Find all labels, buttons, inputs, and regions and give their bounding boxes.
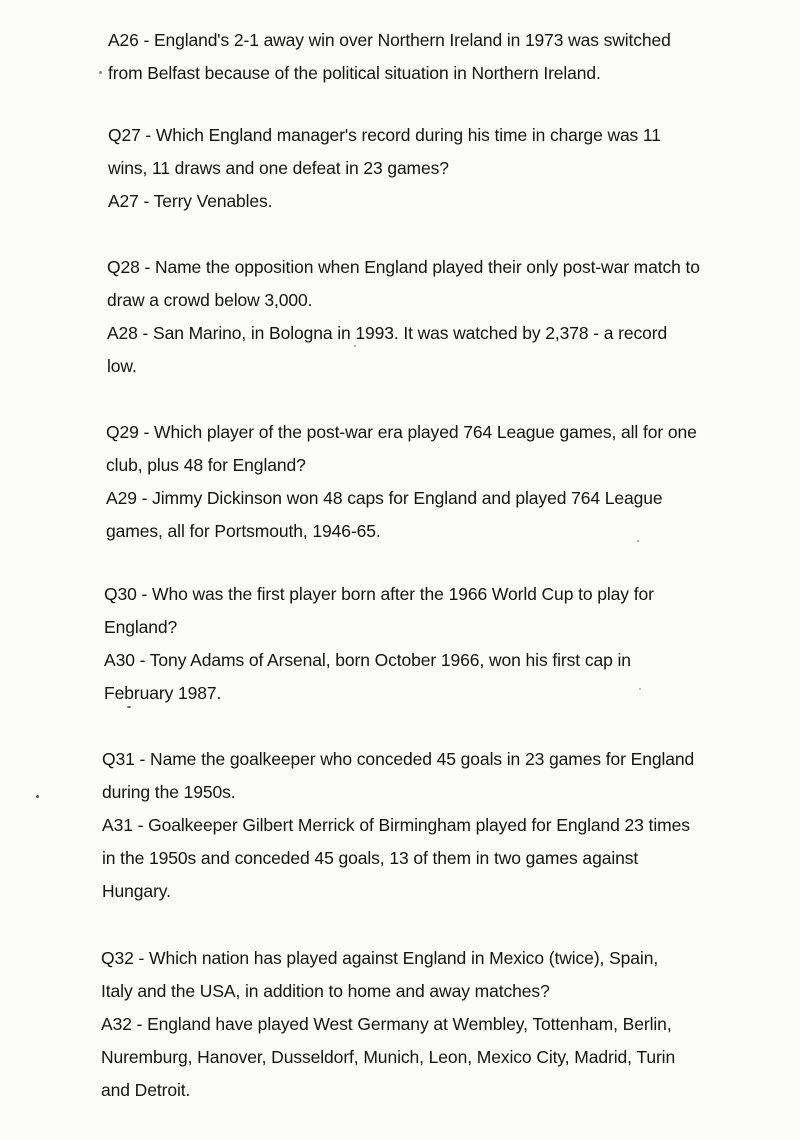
question-28-line-1: Q28 - Name the opposition when England played their only post-war match to	[107, 257, 700, 277]
scan-speck	[99, 71, 102, 74]
answer-26-line-1: A26 - England's 2-1 away win over Northern Ireland in 1973 was switched	[108, 30, 671, 50]
answer-31-line-3: Hungary.	[102, 881, 171, 901]
answer-32-line-3: and Detroit.	[101, 1080, 191, 1100]
answer-26-line-2: from Belfast because of the political situation in Northern Ireland.	[108, 63, 601, 83]
question-27-line-1: Q27 - Which England manager's record during his time in charge was 11	[108, 125, 661, 145]
answer-28-line-2: low.	[107, 356, 137, 376]
qa-block-29	[106, 416, 786, 548]
question-32-line-1: Q32 - Which nation has played against England in Mexico (twice), Spain,	[101, 948, 659, 968]
question-31-line-1: Q31 - Name the goalkeeper who conceded 45 goals in 23 games for England	[102, 749, 695, 769]
question-30-line-1: Q30 - Who was the first player born after the 1966 World Cup to play for	[104, 584, 654, 604]
question-28-line-2: draw a crowd below 3,000.	[107, 290, 313, 310]
scan-speck	[127, 706, 131, 708]
qa-block-28	[107, 251, 786, 383]
qa-block-32	[101, 942, 781, 1107]
answer-32-line-1: A32 - England have played West Germany at Wembley, Tottenham, Berlin,	[101, 1014, 672, 1034]
question-29-line-2: club, plus 48 for England?	[106, 455, 306, 475]
answer-28-line-1: A28 - San Marino, in Bologna in 1993. It was watched by 2,378 - a record	[107, 323, 668, 343]
question-29-line-1: Q29 - Which player of the post-war era played 764 League games, all for one	[106, 422, 697, 442]
question-32-line-2: Italy and the USA, in addition to home and away matches?	[101, 981, 550, 1001]
scan-speck	[36, 795, 39, 798]
answer-32-line-2: Nuremburg, Hanover, Dusseldorf, Munich, Leon, Mexico City, Madrid, Turin	[101, 1047, 676, 1067]
answer-31-line-1: A31 - Goalkeeper Gilbert Merrick of Birmingham played for England 23 times	[102, 815, 690, 835]
scan-speck	[637, 540, 639, 542]
answer-27-line-1: A27 - Terry Venables.	[108, 191, 273, 211]
qa-block-30	[104, 578, 784, 710]
scan-speck	[639, 688, 641, 690]
answer-29-line-1: A29 - Jimmy Dickinson won 48 caps for England and played 764 League	[106, 488, 663, 508]
question-31-line-2: during the 1950s.	[102, 782, 236, 802]
scan-speck	[354, 345, 356, 347]
answer-30-line-1: A30 - Tony Adams of Arsenal, born October 1966, won his first cap in	[104, 650, 631, 670]
answer-29-line-2: games, all for Portsmouth, 1946-65.	[106, 521, 381, 541]
qa-block-31	[102, 743, 782, 908]
question-27-line-2: wins, 11 draws and one defeat in 23 games?	[108, 158, 449, 178]
answer-31-line-2: in the 1950s and conceded 45 goals, 13 of them in two games against	[102, 848, 639, 868]
question-30-line-2: England?	[104, 617, 178, 637]
answer-30-line-2: February 1987.	[104, 683, 222, 703]
qa-block-26	[108, 24, 786, 90]
qa-block-27	[108, 119, 786, 218]
